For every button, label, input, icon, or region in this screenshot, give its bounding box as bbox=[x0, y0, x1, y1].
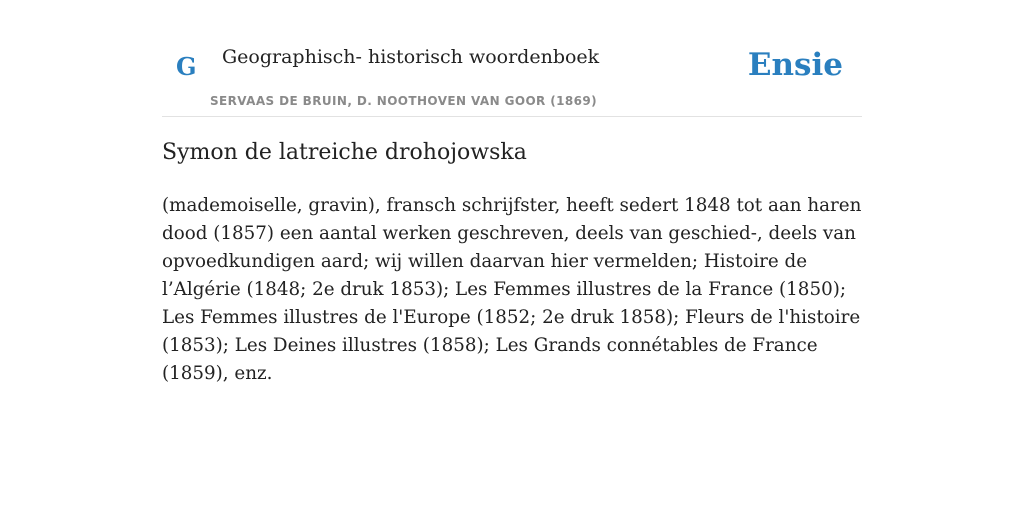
book-title[interactable]: Geographisch- historisch woordenboek bbox=[222, 46, 600, 68]
book-authors: SERVAAS DE BRUIN, D. NOOTHOVEN VAN GOOR (1869) bbox=[210, 94, 598, 108]
ensie-logo[interactable]: Ensie bbox=[747, 47, 843, 83]
header bbox=[162, 0, 862, 117]
entry-title: Symon de latreiche drohojowska bbox=[162, 140, 527, 165]
book-letter-icon[interactable]: G bbox=[176, 52, 197, 81]
entry-body: (mademoiselle, gravin), fransch schrijfster, heeft sedert 1848 tot aan haren dood (1857) een aantal werken geschreven, deels van geschied-, deels van opvoedkundigen aard; wij willen daarvan hier vermelden; Histoire de l’Algérie (1848; 2e druk 1853); Les Femmes illustres de la France (1850); Les Femmes illustres de l'Europe (1852; 2e druk 1858); Fleurs de l'histoire (1853); Les Deines illustres (1858); Les Grands connétables de France (1859), enz. bbox=[162, 195, 862, 384]
